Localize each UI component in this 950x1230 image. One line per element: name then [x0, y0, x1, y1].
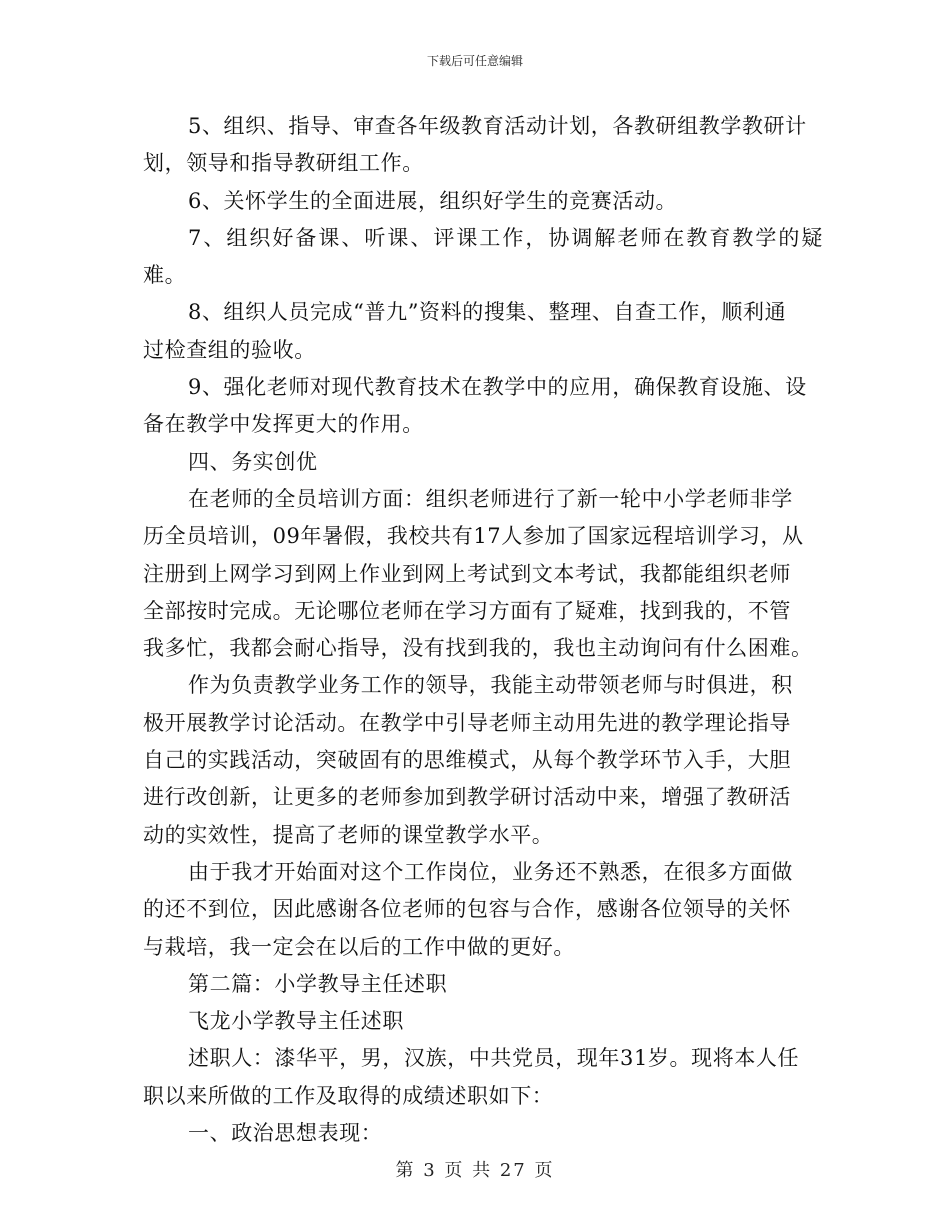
- paragraph: [143, 183, 823, 220]
- text-line: 5、组织、指导、审查各年级教育活动计划，各教研组教学教研计: [188, 114, 807, 138]
- text-line: 职以来所做的工作及取得的成绩述职如下：: [143, 1083, 554, 1108]
- section-heading: [143, 1115, 823, 1152]
- text-line: 动的实效性，提高了老师的课堂教学水平。: [143, 822, 554, 847]
- text-line: 四、务实创优: [188, 449, 318, 474]
- paragraph: [143, 1040, 823, 1115]
- text-line: 过检查组的验收。: [143, 337, 316, 362]
- paragraph: [143, 294, 823, 369]
- section-heading: [143, 444, 823, 481]
- text-line: 自己的实践活动，突破固有的思维模式，从每个教学环节入手，大胆: [143, 748, 791, 773]
- page-header: 下载后可任意编辑: [426, 54, 523, 68]
- text-line: 进行改创新，让更多的老师参加到教学研讨活动中来，增强了教研活: [143, 785, 791, 810]
- text-line: 第二篇：小学教导主任述职: [188, 971, 448, 996]
- text-line: 述职人：漆华平，男，汉族，中共党员，现年31岁。现将本人任: [188, 1046, 800, 1071]
- text-line: 全部按时完成。无论哪位老师在学习方面有了疑难，找到我的，不管: [143, 598, 791, 623]
- paragraph: [143, 220, 823, 295]
- text-line: 历全员培训，09年暑假，我校共有17人参加了国家远程培训学习，从: [143, 524, 804, 549]
- text-line: 与栽培，我一定会在以后的工作中做的更好。: [143, 934, 575, 959]
- section-heading: [143, 966, 823, 1003]
- text-line: 作为负责教学业务工作的领导，我能主动带领老师与时俱进，积: [188, 673, 793, 698]
- text-line: 在老师的全员培训方面：组织老师进行了新一轮中小学老师非学: [188, 486, 793, 511]
- paragraph: [143, 369, 823, 444]
- text-line: 8、组织人员完成“普九”资料的搜集、整理、自查工作，顺利通: [188, 300, 787, 325]
- text-line: 划，领导和指导教研组工作。: [143, 151, 424, 176]
- text-line: 7、组织好备课、听课、评课工作，协调解老师在教育教学的疑难。: [143, 225, 823, 288]
- paragraph: [143, 667, 823, 853]
- paragraph: [143, 854, 823, 966]
- text-line: 由于我才开始面对这个工作岗位，业务还不熟悉，在很多方面做: [188, 859, 793, 884]
- page-footer: 第 3 页 共 27 页: [395, 1160, 555, 1181]
- text-line: 注册到上网学习到网上作业到网上考试到文本考试，我都能组织老师: [143, 561, 791, 586]
- section-heading: [143, 1003, 823, 1040]
- paragraph: [143, 108, 823, 183]
- text-line: 备在教学中发挥更大的作用。: [143, 412, 424, 437]
- text-line: 极开展教学讨论活动。在教学中引导老师主动用先进的教学理论指导: [143, 710, 791, 735]
- text-line: 一、政治思想表现：: [188, 1121, 383, 1146]
- document-body: [143, 108, 823, 1152]
- text-line: 的还不到位，因此感谢各位老师的包容与合作，感谢各位领导的关怀: [143, 897, 791, 922]
- text-line: 我多忙，我都会耐心指导，没有找到我的，我也主动询问有什么困难。: [143, 636, 813, 661]
- paragraph: [143, 481, 823, 667]
- text-line: 飞龙小学教导主任述职: [188, 1009, 404, 1034]
- text-line: 6、关怀学生的全面进展，组织好学生的竞赛活动。: [188, 188, 678, 213]
- text-line: 9、强化老师对现代教育技术在教学中的应用，确保教育设施、设: [188, 375, 807, 400]
